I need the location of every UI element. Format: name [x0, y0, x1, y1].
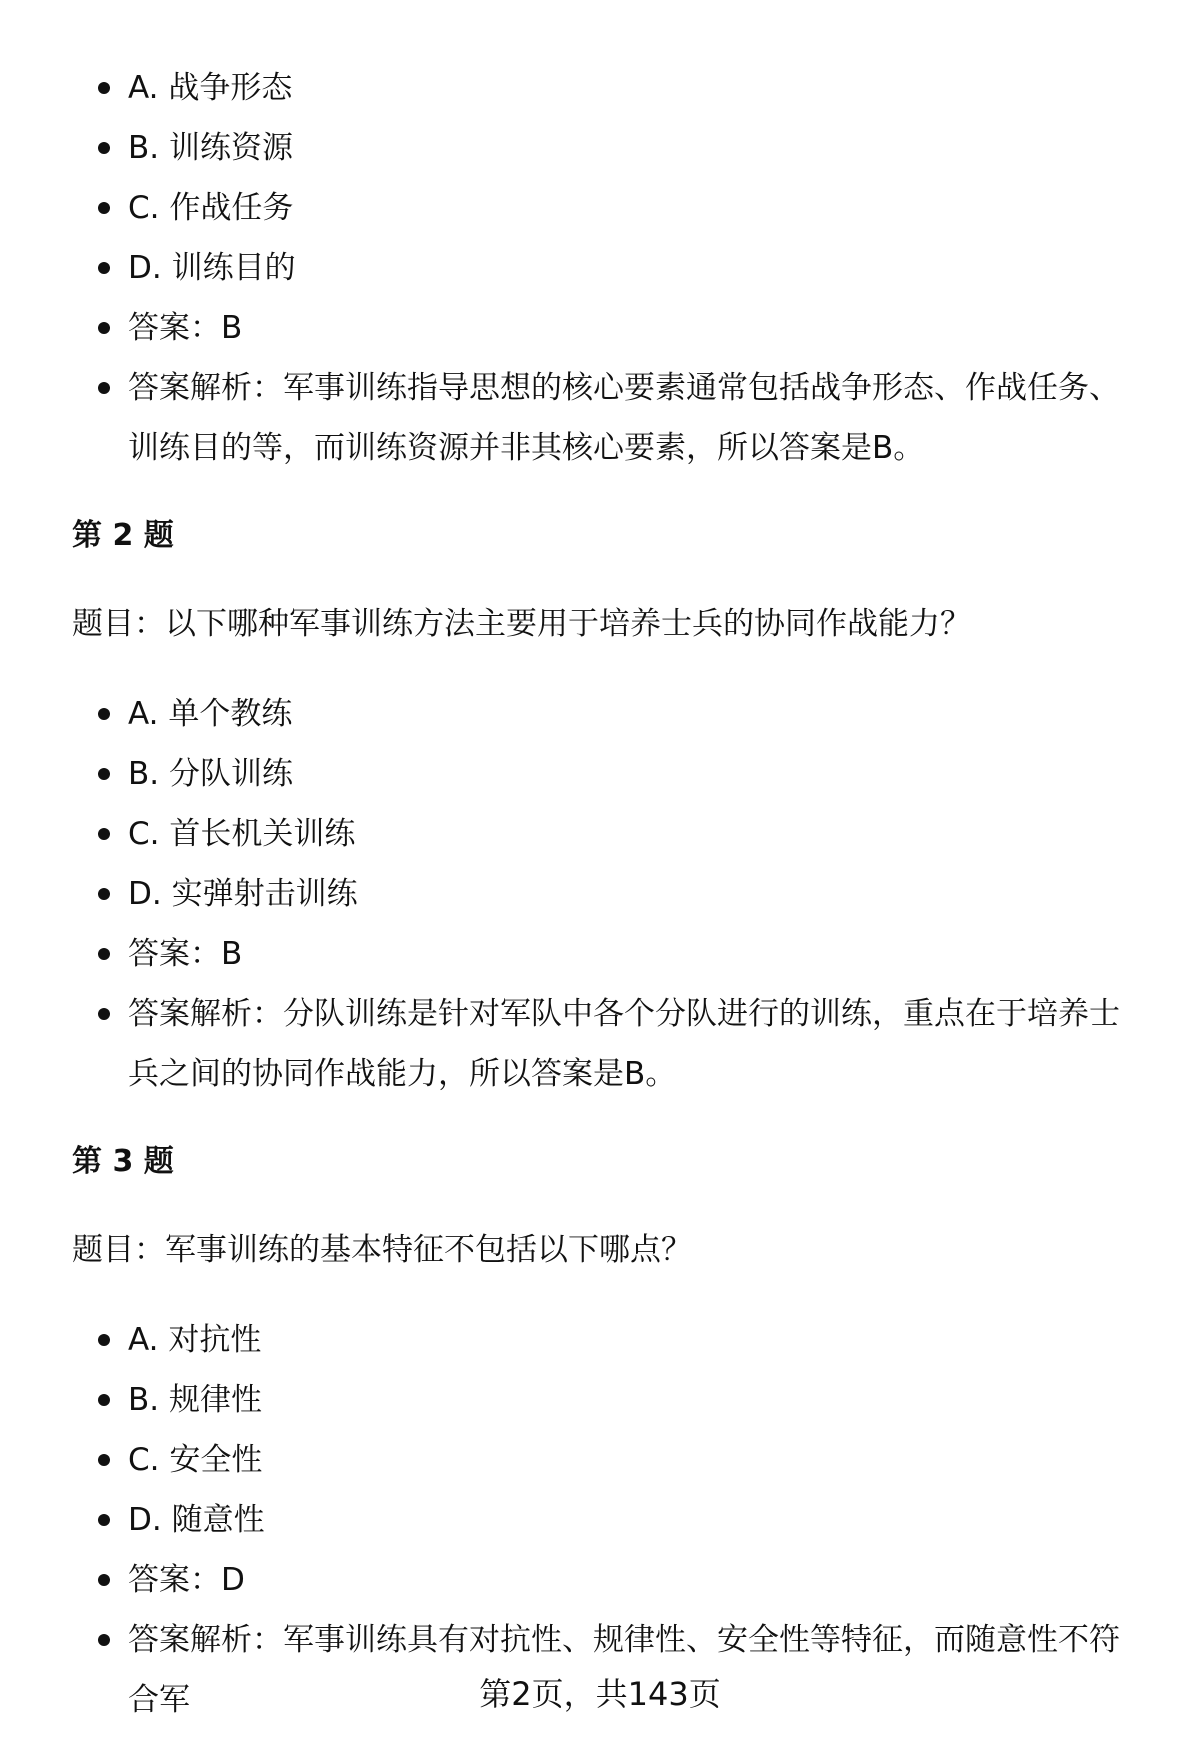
answer-explanation: 答案解析：军事训练指导思想的核心要素通常包括战争形态、作战任务、训练目的等，而训练资源并非其核心要素，所以答案是B。 — [0, 358, 1200, 478]
option-c: C. 作战任务 — [0, 178, 1200, 238]
option-a: A. 对抗性 — [0, 1310, 1200, 1370]
question-2-section — [0, 684, 1200, 1104]
option-a: A. 单个教练 — [0, 684, 1200, 744]
option-b: B. 规律性 — [0, 1370, 1200, 1430]
option-d: D. 训练目的 — [0, 238, 1200, 298]
answer: 答案：B — [0, 298, 1200, 358]
question-3-options — [0, 1310, 1200, 1730]
option-d: D. 随意性 — [0, 1490, 1200, 1550]
question-1-options — [0, 58, 1200, 478]
option-b: B. 分队训练 — [0, 744, 1200, 804]
question-3-heading: 第 3 题 — [72, 1144, 174, 1179]
option-a: A. 战争形态 — [0, 58, 1200, 118]
question-1-section — [0, 58, 1200, 478]
option-d: D. 实弹射击训练 — [0, 864, 1200, 924]
question-2-options — [0, 684, 1200, 1104]
option-c: C. 安全性 — [0, 1430, 1200, 1490]
page-number-footer: 第2页，共143页 — [479, 1675, 721, 1713]
option-c: C. 首长机关训练 — [0, 804, 1200, 864]
question-3-section — [0, 1310, 1200, 1730]
question-2-text: 题目：以下哪种军事训练方法主要用于培养士兵的协同作战能力？ — [72, 606, 971, 642]
answer: 答案：B — [0, 924, 1200, 984]
answer: 答案：D — [0, 1550, 1200, 1610]
answer-explanation: 答案解析：军事训练具有对抗性、规律性、安全性等特征，而随意性不符合军 — [0, 1610, 1200, 1730]
option-b: B. 训练资源 — [0, 118, 1200, 178]
question-2-heading: 第 2 题 — [72, 518, 174, 553]
answer-explanation: 答案解析：分队训练是针对军队中各个分队进行的训练，重点在于培养士兵之间的协同作战能力，所以答案是B。 — [0, 984, 1200, 1104]
question-3-text: 题目：军事训练的基本特征不包括以下哪点？ — [72, 1232, 692, 1268]
